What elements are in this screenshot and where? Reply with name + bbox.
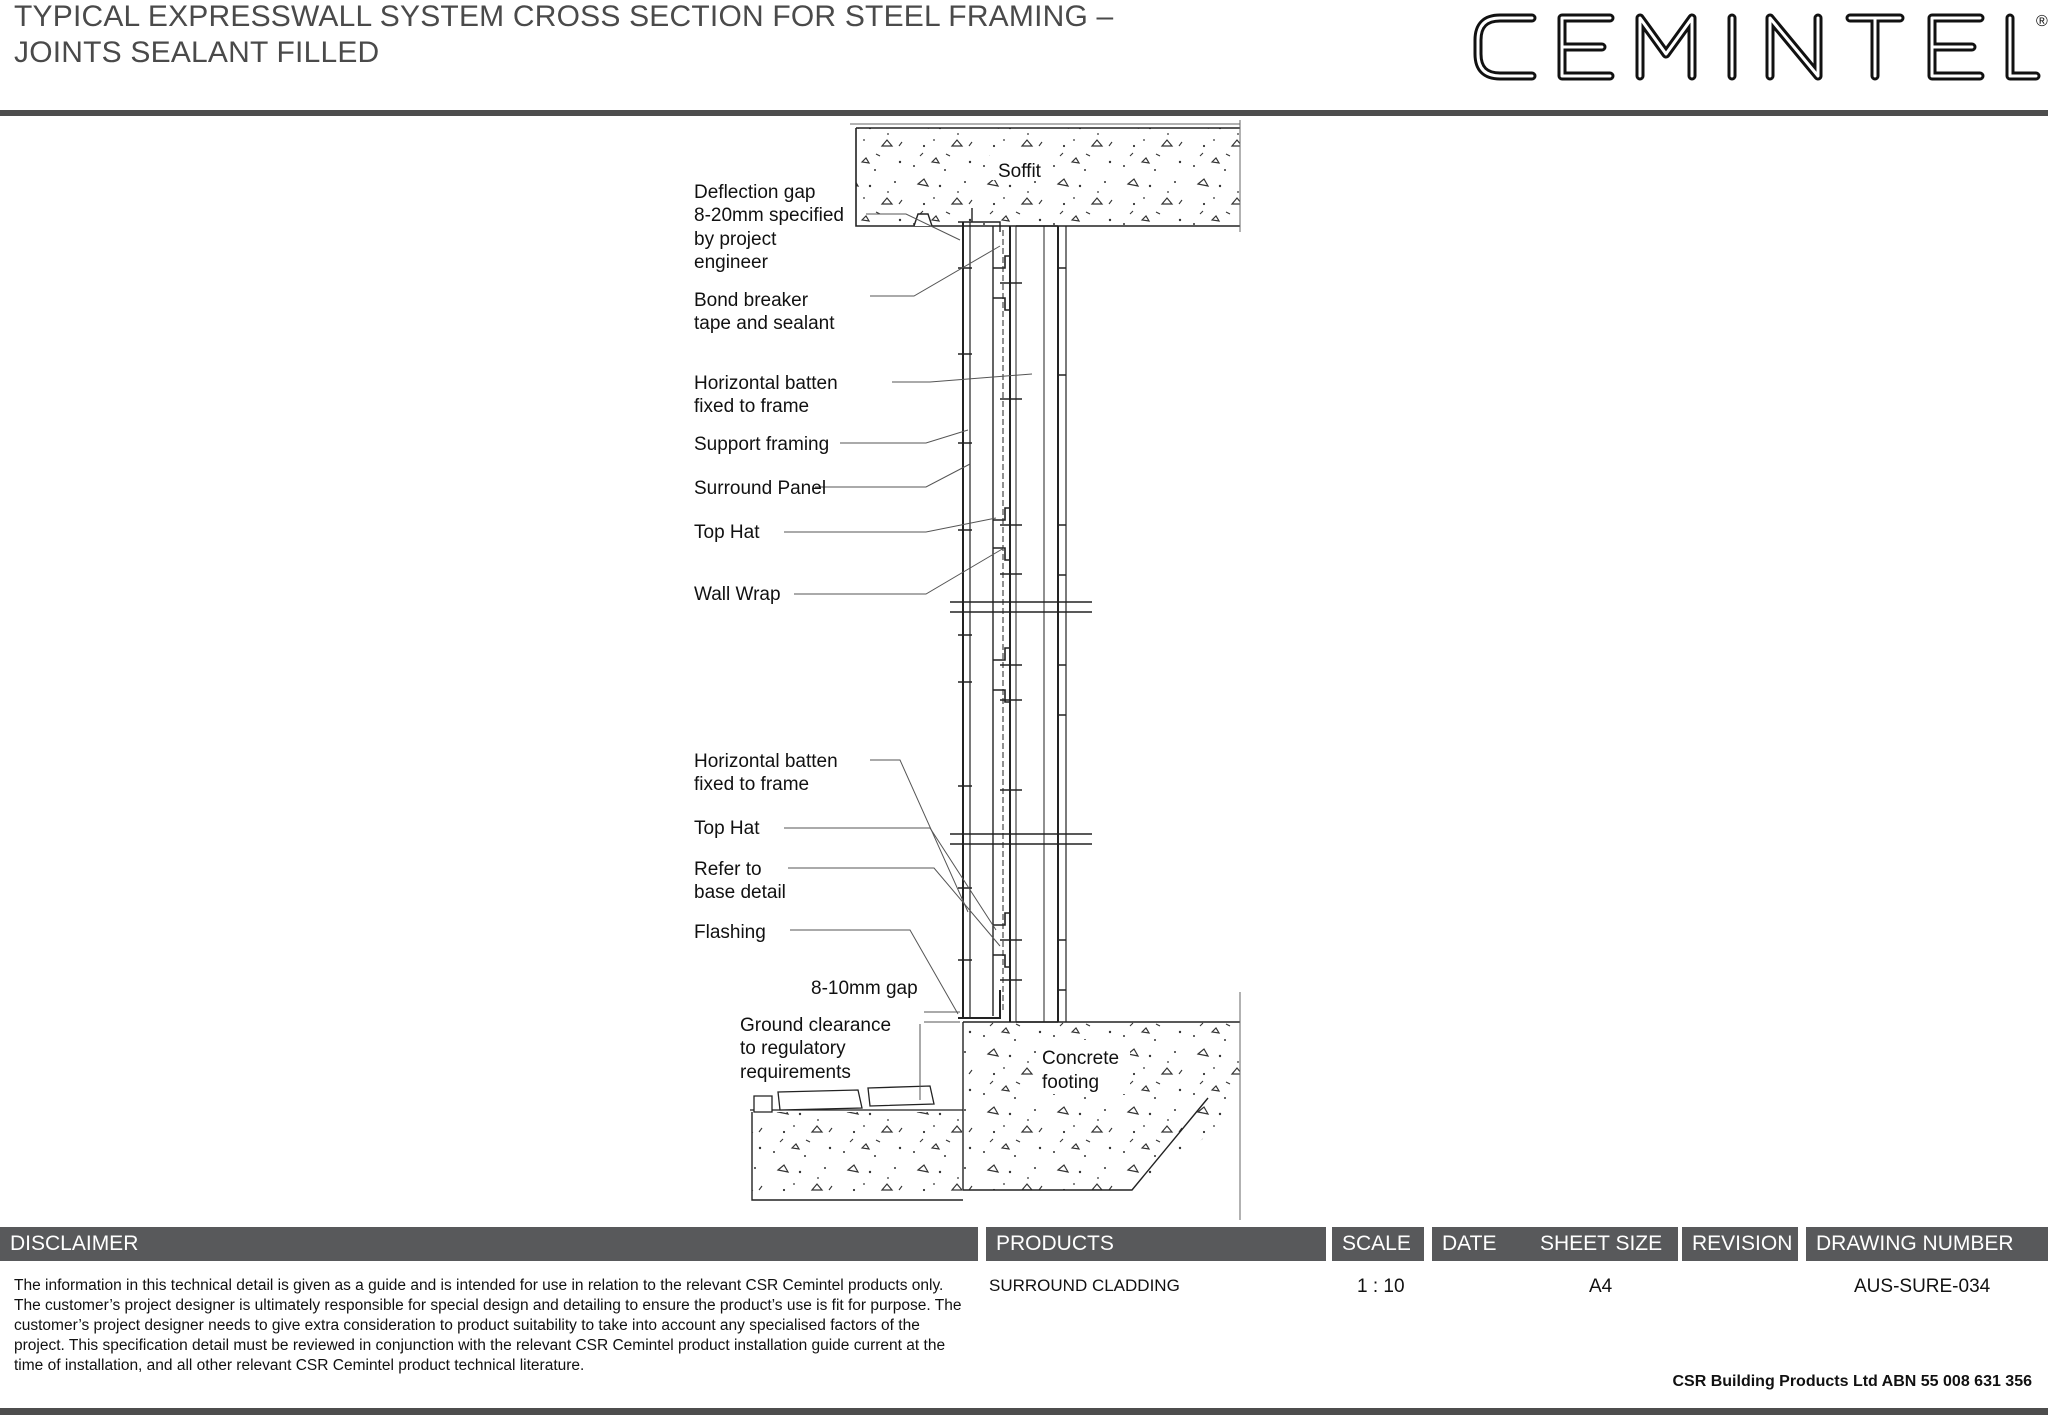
logo-letter-c bbox=[1478, 18, 1532, 76]
page-title-line-1: TYPICAL EXPRESSWALL SYSTEM CROSS SECTION FOR STEEL FRAMING – bbox=[14, 0, 1114, 33]
footing-label-line-2: footing bbox=[1042, 1072, 1100, 1093]
scale-value: 1 : 10 bbox=[1357, 1276, 1405, 1297]
soffit-label: Soffit bbox=[998, 161, 1041, 182]
label-horizontal-batten-bottom-2: fixed to frame bbox=[694, 774, 810, 795]
label-bond-breaker-1: Bond breaker bbox=[694, 290, 809, 311]
label-deflection-gap-2: 8-20mm specified bbox=[694, 205, 844, 226]
sheet-size-value: A4 bbox=[1589, 1276, 1613, 1297]
label-ground-clearance-3: requirements bbox=[740, 1062, 851, 1083]
scale-header: SCALE bbox=[1332, 1227, 1424, 1261]
label-horizontal-batten-top-2: fixed to frame bbox=[694, 396, 810, 417]
label-deflection-gap-4: engineer bbox=[694, 252, 768, 273]
label-deflection-gap-1: Deflection gap bbox=[694, 182, 816, 203]
label-refer-base-2: base detail bbox=[694, 882, 786, 903]
drawing-number-header: DRAWING NUMBER bbox=[1806, 1227, 2048, 1261]
label-surround-panel: Surround Panel bbox=[694, 478, 827, 499]
cemintel-logo bbox=[1470, 4, 2048, 88]
label-support-framing: Support framing bbox=[694, 434, 830, 455]
disclaimer-header: DISCLAIMER bbox=[0, 1227, 978, 1261]
label-horizontal-batten-bottom-1: Horizontal batten bbox=[694, 751, 838, 772]
footing-label-line-1: Concrete bbox=[1042, 1048, 1120, 1069]
label-ground-clearance-2: to regulatory bbox=[740, 1038, 846, 1059]
label-bond-breaker-2: tape and sealant bbox=[694, 313, 835, 334]
wall-assembly bbox=[950, 208, 1092, 1022]
label-deflection-gap-3: by project bbox=[694, 229, 777, 250]
products-header: PRODUCTS bbox=[986, 1227, 1326, 1261]
footer-divider bbox=[0, 1408, 2048, 1415]
company-abn: CSR Building Products Ltd ABN 55 008 631 356 bbox=[1672, 1373, 2032, 1390]
cross-section-drawing bbox=[0, 116, 2048, 1226]
label-horizontal-batten-top-1: Horizontal batten bbox=[694, 373, 838, 394]
label-wall-wrap: Wall Wrap bbox=[694, 584, 781, 605]
label-refer-base-1: Refer to bbox=[694, 859, 762, 880]
date-header: DATE bbox=[1432, 1227, 1530, 1261]
sheet-size-header: SHEET SIZE bbox=[1530, 1227, 1678, 1261]
revision-header: REVISION bbox=[1682, 1227, 1798, 1261]
fixings bbox=[958, 256, 1066, 990]
label-flashing: Flashing bbox=[694, 922, 766, 943]
drawing-number-value: AUS-SURE-034 bbox=[1854, 1276, 1991, 1297]
page-title-line-2: JOINTS SEALANT FILLED bbox=[14, 36, 380, 69]
label-top-hat-1: Top Hat bbox=[694, 522, 760, 543]
label-gap: 8-10mm gap bbox=[811, 978, 918, 999]
logo-letter-l bbox=[2010, 18, 2036, 76]
label-top-hat-2: Top Hat bbox=[694, 818, 760, 839]
disclaimer-text: The information in this technical detail is given as a guide and is intended for use in relation to the relevant CSR Cemintel products only. The customer’s project designer is ultimately responsible for special design and detailing to ensure the product’s use is fit for purpose. The customer’s project designer needs to give extra consideration to product suitability to take into account any specialised factors of the project. This specification detail must be reviewed in conjunction with the relevant CSR Cemintel product installation guide current at the time of installation, and all other relevant CSR Cemintel product technical literature. bbox=[14, 1277, 962, 1374]
products-value: SURROUND CLADDING bbox=[989, 1276, 1180, 1295]
leader-lines bbox=[784, 214, 1032, 1100]
registered-mark: ® bbox=[2036, 13, 2048, 30]
label-ground-clearance-1: Ground clearance bbox=[740, 1015, 892, 1036]
